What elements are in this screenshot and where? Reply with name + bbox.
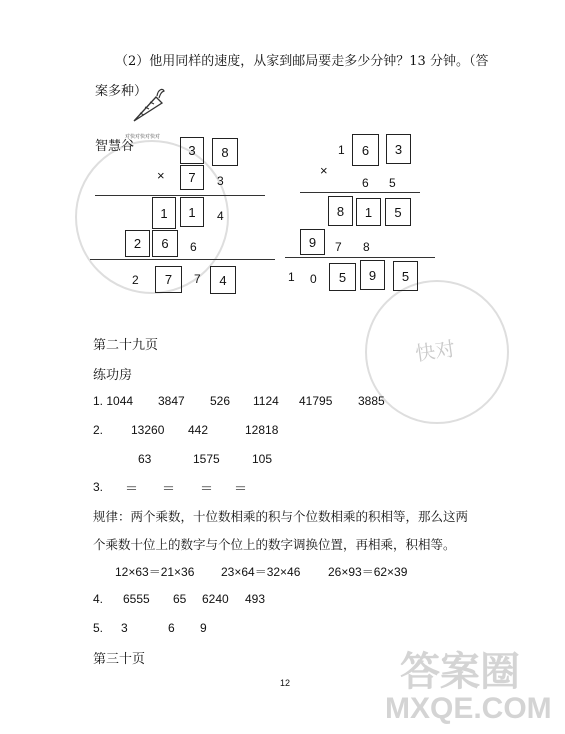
line2b-item-1: 63	[138, 452, 152, 466]
right-line-1	[300, 192, 420, 193]
right-row2-box: 9	[300, 229, 325, 255]
line5-item-2: 6	[168, 621, 175, 635]
right-mult-digit-2: 5	[389, 176, 396, 190]
watermark-url: MXQE.COM	[385, 692, 552, 725]
liangongfang-heading: 练功房	[93, 368, 133, 383]
line3-num: 3.	[93, 480, 104, 494]
line4-item-2: 65	[173, 592, 187, 606]
line5-item-3: 9	[200, 621, 207, 635]
left-res-box-2: 4	[210, 266, 236, 294]
right-res-box-1: 5	[329, 263, 356, 291]
line2-item-2: 442	[188, 423, 209, 437]
line3-eq-2: ＝	[162, 481, 176, 496]
line3-eq-4: ＝	[234, 481, 248, 496]
left-res-digit-2: 7	[194, 272, 201, 286]
line4-item-1: 6555	[123, 592, 150, 606]
left-mult-box: 7	[180, 165, 204, 190]
left-mult-digit: 3	[217, 174, 224, 188]
line3-eq-1: ＝	[125, 481, 139, 496]
left-row2-box-2: 6	[152, 230, 178, 257]
rule-line2: 个乘数十位上的数字与个位上的数字调换位置，再相乘，积相等。	[93, 537, 456, 552]
zhihui-small-text: 对快对快对快对	[125, 134, 161, 140]
left-top-box-2: 8	[212, 138, 238, 166]
left-times-sign: ×	[157, 168, 165, 183]
page30-heading: 第三十页	[93, 652, 146, 667]
line1-item-2: 3847	[158, 394, 185, 408]
equation-1: 12×63＝21×36	[115, 565, 195, 579]
left-row1-box-2: 1	[180, 197, 204, 227]
line1-item-5: 41795	[299, 394, 333, 408]
right-row1-box-3: 5	[385, 198, 411, 226]
line2-item-1: 13260	[131, 423, 165, 437]
line1-item-3: 526	[210, 394, 231, 408]
line3-eq-3: ＝	[200, 481, 214, 496]
right-top-box-1: 6	[352, 134, 379, 166]
watermark-kuaidui: 快对	[413, 336, 457, 366]
left-row1-digit: 4	[217, 209, 224, 223]
line2-item-3: 12818	[245, 423, 279, 437]
equation-3: 26×93＝62×39	[328, 565, 408, 579]
right-row2-digit-1: 7	[335, 240, 342, 254]
right-line-2	[285, 257, 435, 258]
zhihui-label: 智慧谷	[95, 139, 135, 154]
line5-item-1: 3	[121, 621, 128, 635]
right-res-digit-2: 0	[310, 272, 317, 286]
line1-item-6: 3885	[358, 394, 385, 408]
right-mult-digit-1: 6	[362, 176, 369, 190]
right-times-sign: ×	[320, 163, 328, 178]
line5-num: 5.	[93, 621, 104, 635]
left-res-box-1: 7	[155, 266, 182, 293]
watermark-answer: 答案圈	[400, 649, 520, 695]
line2-num: 2.	[93, 423, 104, 437]
right-row2-digit-2: 8	[363, 240, 370, 254]
page-number: 12	[280, 678, 291, 688]
line1-item-1: 1. 1044	[93, 394, 134, 408]
left-line-1	[95, 195, 265, 196]
left-top-box-1: 3	[180, 137, 204, 164]
right-res-digit-1: 1	[288, 270, 295, 284]
left-row2-box-1: 2	[125, 230, 150, 257]
left-row2-digit: 6	[190, 240, 197, 254]
left-row1-box-1: 1	[152, 197, 176, 229]
right-row1-box-1: 8	[328, 196, 353, 226]
line4-item-4: 493	[245, 592, 266, 606]
right-res-box-3: 5	[393, 261, 418, 291]
line2b-item-3: 105	[252, 452, 273, 466]
page29-heading: 第二十九页	[93, 338, 159, 353]
line4-item-3: 6240	[202, 592, 229, 606]
right-top-digit: 1	[338, 143, 345, 157]
left-line-2	[90, 259, 275, 260]
carrot-icon	[130, 85, 166, 125]
q2-text-line1: （2）他用同样的速度，从家到邮局要走多少分钟？13 分钟。（答	[115, 54, 489, 69]
right-top-box-2: 3	[386, 134, 411, 164]
line2b-item-2: 1575	[193, 452, 220, 466]
right-res-box-2: 9	[360, 260, 385, 290]
left-res-digit-1: 2	[132, 273, 139, 287]
line1-item-4: 1124	[253, 394, 279, 408]
rule-line1: 规律：两个乘数，十位数相乘的积与个位数相乘的积相等，那么这两	[93, 509, 469, 524]
line4-num: 4.	[93, 592, 104, 606]
equation-2: 23×64＝32×46	[221, 565, 301, 579]
q2-text-line2: 案多种）	[95, 84, 148, 99]
right-row1-box-2: 1	[356, 198, 381, 226]
